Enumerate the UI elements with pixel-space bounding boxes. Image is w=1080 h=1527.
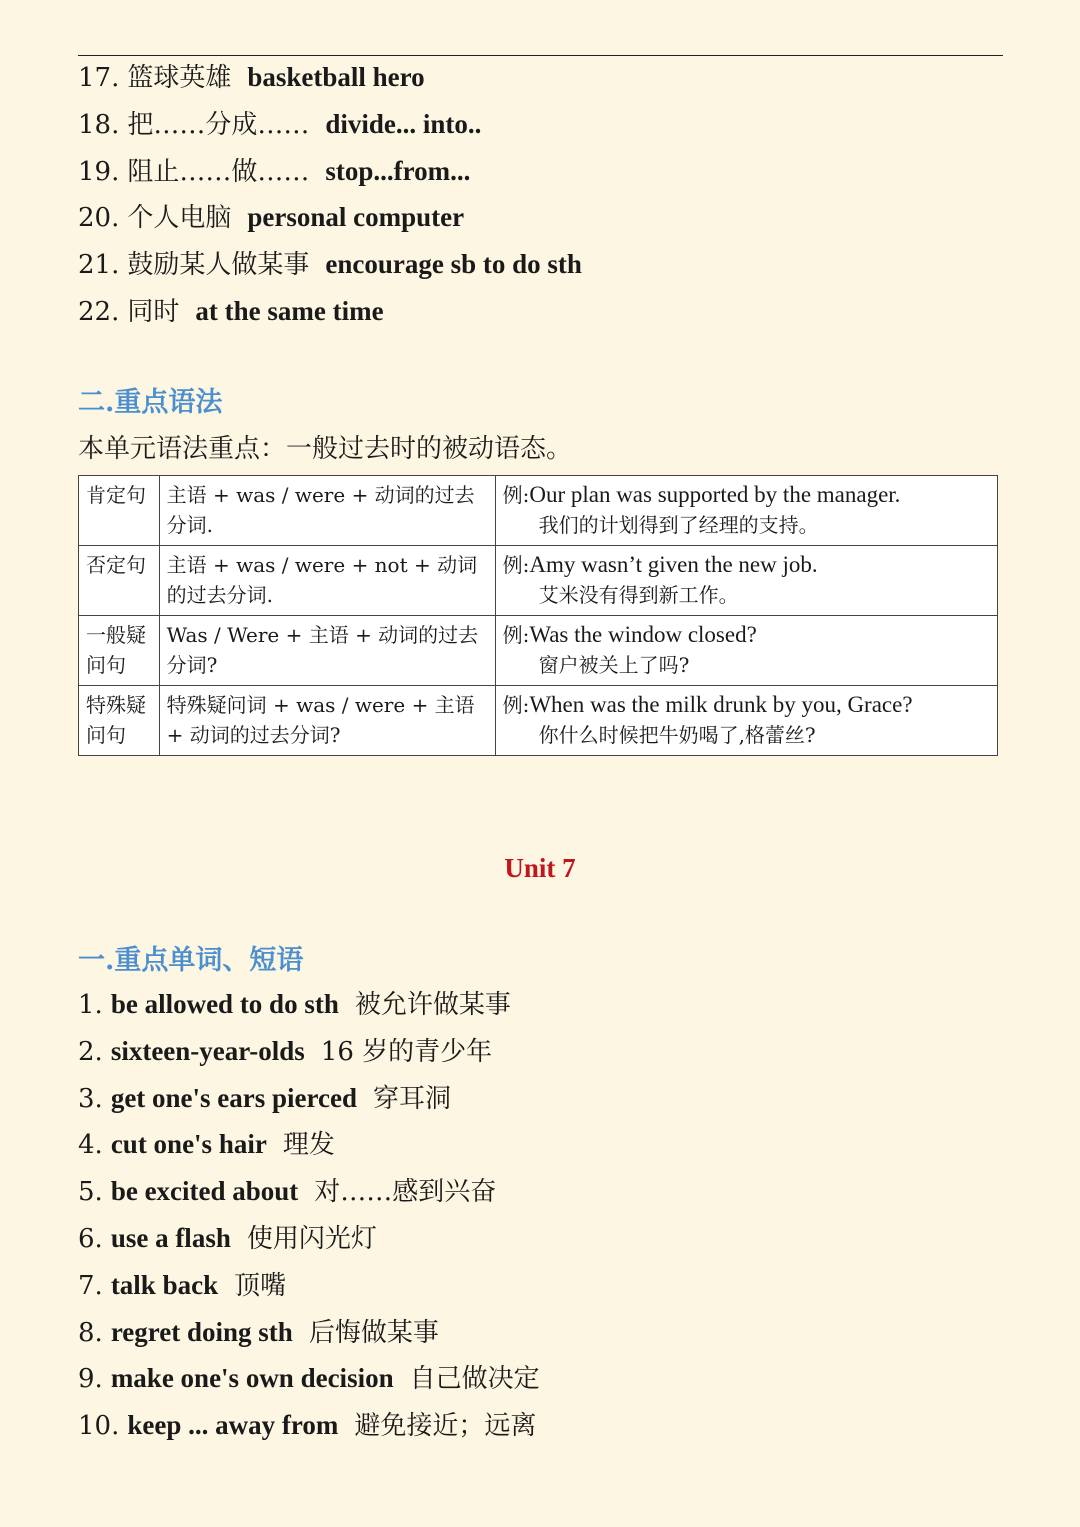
grammar-section-title: 二.重点语法 bbox=[78, 387, 223, 418]
item-english: sixteen-year-olds bbox=[110, 1035, 305, 1066]
item-chinese: 自己做决定 bbox=[409, 1364, 540, 1395]
item-english: divide... into.. bbox=[325, 108, 482, 139]
item-english: keep ... away from bbox=[127, 1410, 339, 1441]
item-chinese: 避免接近；远离 bbox=[354, 1411, 537, 1442]
list-item bbox=[78, 1309, 540, 1356]
vocab-list bbox=[78, 981, 540, 1449]
item-number: 1. bbox=[78, 990, 103, 1020]
item-number: 8. bbox=[78, 1317, 103, 1348]
list-item bbox=[78, 1075, 540, 1122]
list-item bbox=[78, 1121, 540, 1168]
phrase-list-part1 bbox=[78, 54, 582, 335]
example-english: When was the milk drunk by you, Grace? bbox=[529, 692, 913, 717]
item-number: 18. bbox=[78, 109, 120, 140]
list-item bbox=[78, 1402, 540, 1449]
sentence-type-cell: 否定句 bbox=[79, 546, 160, 616]
item-chinese: 篮球英雄 bbox=[127, 63, 232, 93]
item-number: 6. bbox=[78, 1223, 103, 1254]
item-number: 20. bbox=[78, 203, 120, 234]
item-chinese: 被允许做某事 bbox=[354, 990, 511, 1020]
item-english: be excited about bbox=[110, 1176, 299, 1207]
structure-cell: 特殊疑问词 + was / were + 主语 + 动词的过去分词? bbox=[159, 686, 495, 756]
list-item bbox=[78, 1168, 540, 1215]
table-row bbox=[79, 476, 998, 546]
item-number: 22. bbox=[78, 296, 120, 327]
example-chinese: 窗户被关上了吗? bbox=[538, 653, 690, 677]
item-number: 19. bbox=[78, 156, 120, 187]
sentence-type-cell: 特殊疑问句 bbox=[79, 686, 160, 756]
example-prefix: 例: bbox=[502, 483, 530, 507]
sentence-type-cell: 一般疑问句 bbox=[79, 616, 160, 686]
example-chinese: 我们的计划得到了经理的支持。 bbox=[538, 513, 819, 537]
list-item bbox=[78, 288, 582, 335]
grammar-table bbox=[78, 475, 998, 756]
list-item bbox=[78, 1215, 540, 1262]
item-chinese: 顶嘴 bbox=[234, 1270, 287, 1301]
example-english: Was the window closed? bbox=[529, 622, 757, 647]
item-chinese: 把……分成…… bbox=[127, 109, 310, 140]
item-number: 7. bbox=[78, 1270, 103, 1301]
item-number: 3. bbox=[78, 1083, 103, 1114]
list-item bbox=[78, 241, 582, 288]
item-english: at the same time bbox=[195, 295, 384, 326]
list-item bbox=[78, 194, 582, 241]
item-english: encourage sb to do sth bbox=[325, 249, 582, 280]
item-number: 2. bbox=[78, 1036, 103, 1067]
item-english: regret doing sth bbox=[110, 1316, 293, 1347]
table-row bbox=[79, 546, 998, 616]
example-cell bbox=[495, 546, 997, 616]
unit-title: Unit 7 bbox=[504, 853, 576, 883]
list-item bbox=[78, 1262, 540, 1309]
item-english: cut one's hair bbox=[110, 1129, 267, 1160]
vocab-section-title: 一.重点单词、短语 bbox=[78, 945, 304, 976]
example-chinese: 你什么时候把牛奶喝了,格蕾丝? bbox=[538, 723, 816, 747]
item-chinese: 对……感到兴奋 bbox=[314, 1177, 497, 1208]
item-english: basketball hero bbox=[247, 62, 425, 92]
item-chinese: 穿耳洞 bbox=[373, 1083, 452, 1114]
item-number: 9. bbox=[78, 1364, 103, 1395]
list-item bbox=[78, 1028, 540, 1075]
item-number: 4. bbox=[78, 1130, 103, 1161]
item-chinese: 同时 bbox=[127, 296, 180, 327]
item-chinese: 使用闪光灯 bbox=[246, 1223, 377, 1254]
grammar-intro: 本单元语法重点：一般过去时的被动语态。 bbox=[78, 434, 573, 464]
item-number: 17. bbox=[78, 63, 120, 93]
example-cell bbox=[495, 686, 997, 756]
example-prefix: 例: bbox=[502, 623, 530, 647]
structure-cell: Was / Were + 主语 + 动词的过去分词? bbox=[159, 616, 495, 686]
example-prefix: 例: bbox=[502, 693, 530, 717]
structure-cell: 主语 + was / were + 动词的过去分词. bbox=[159, 476, 495, 546]
example-english: Amy wasn’t given the new job. bbox=[529, 552, 818, 577]
item-english: get one's ears pierced bbox=[110, 1082, 358, 1113]
table-row bbox=[79, 616, 998, 686]
example-chinese: 艾米没有得到新工作。 bbox=[538, 583, 739, 607]
list-item bbox=[78, 148, 582, 195]
example-english: Our plan was supported by the manager. bbox=[529, 482, 901, 507]
sentence-type-cell: 肯定句 bbox=[79, 476, 160, 546]
example-prefix: 例: bbox=[502, 553, 530, 577]
structure-cell: 主语 + was / were + not + 动词的过去分词. bbox=[159, 546, 495, 616]
item-number: 10. bbox=[78, 1411, 120, 1442]
item-english: be allowed to do sth bbox=[110, 989, 339, 1019]
item-english: talk back bbox=[110, 1269, 219, 1300]
item-chinese: 阻止……做…… bbox=[127, 156, 310, 187]
list-item bbox=[78, 1355, 540, 1402]
item-number: 21. bbox=[78, 250, 120, 281]
item-chinese: 后悔做某事 bbox=[308, 1317, 439, 1348]
item-english: personal computer bbox=[247, 202, 465, 233]
item-number: 5. bbox=[78, 1177, 103, 1208]
item-english: use a flash bbox=[110, 1222, 231, 1253]
item-chinese: 16 岁的青少年 bbox=[320, 1036, 493, 1067]
item-chinese: 理发 bbox=[282, 1130, 335, 1161]
list-item bbox=[78, 101, 582, 148]
item-english: stop...from... bbox=[325, 155, 471, 186]
item-chinese: 个人电脑 bbox=[127, 203, 232, 234]
item-chinese: 鼓励某人做某事 bbox=[127, 250, 310, 281]
table-row bbox=[79, 686, 998, 756]
item-english: make one's own decision bbox=[110, 1363, 394, 1394]
list-item bbox=[78, 981, 540, 1028]
example-cell bbox=[495, 476, 997, 546]
list-item bbox=[78, 54, 582, 101]
example-cell bbox=[495, 616, 997, 686]
